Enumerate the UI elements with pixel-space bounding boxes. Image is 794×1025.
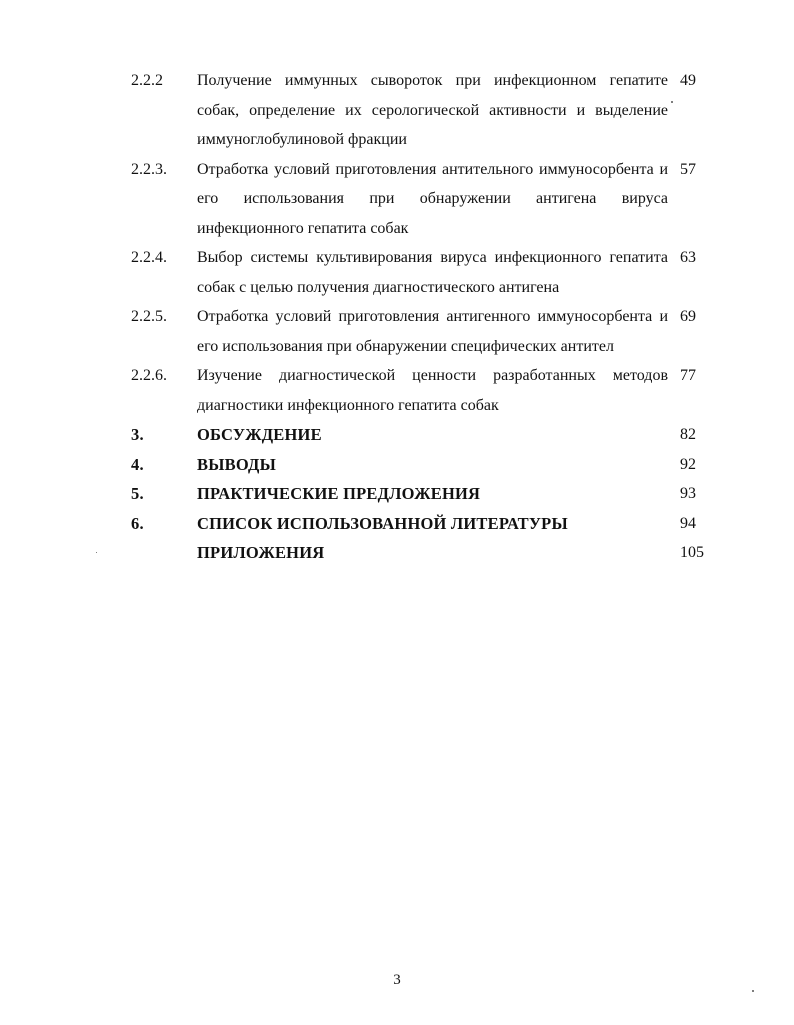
toc-entry xyxy=(131,66,713,155)
toc-chapter xyxy=(131,538,713,568)
toc-entry xyxy=(131,361,713,420)
toc-chapter-number: 6. xyxy=(131,513,144,533)
toc-chapter-title: ПРАКТИЧЕСКИЕ ПРЕДЛОЖЕНИЯ xyxy=(197,484,481,503)
toc-entry-number: 2.2.4. xyxy=(131,249,167,266)
toc-entry-page: 49 xyxy=(680,72,696,89)
toc-entry xyxy=(131,302,713,361)
scan-speck xyxy=(671,101,673,103)
toc-entry-page: 57 xyxy=(680,160,696,178)
toc-chapter xyxy=(131,420,713,450)
toc-chapter-page: 82 xyxy=(680,426,696,443)
toc-entry-page: 69 xyxy=(680,308,696,325)
toc-entry-title: Отработка условий приготовления антительного иммуносорбента и его использования при обнаружении антигена вируса инфекционного гепатита собак xyxy=(197,160,668,237)
toc-chapter-page: 93 xyxy=(680,485,696,502)
scan-speck xyxy=(96,552,97,553)
toc-chapter-number: 3. xyxy=(131,425,144,444)
toc-entry-page: 77 xyxy=(680,367,696,384)
toc-entry-title: Выбор системы культивирования вируса инфекционного гепатита собак с целью получения диагностического антигена xyxy=(197,249,668,296)
toc-chapter-title: ВЫВОДЫ xyxy=(197,454,276,474)
toc-entry-number: 2.2.3. xyxy=(131,160,167,178)
toc-entry-title: Получение иммунных сывороток при инфекционном гепатите собак, определение их серологической активности и выделение иммуноглобулиновой фракции xyxy=(197,72,668,148)
toc-chapter-title: ПРИЛОЖЕНИЯ xyxy=(197,543,325,562)
toc-chapter-title: СПИСОК ИСПОЛЬЗОВАННОЙ ЛИТЕРАТУРЫ xyxy=(197,513,568,533)
toc-entry-number: 2.2.2 xyxy=(131,72,163,89)
toc-entry xyxy=(131,155,713,244)
toc-chapter-page: 105 xyxy=(680,544,704,561)
toc-entry-number: 2.2.6. xyxy=(131,367,167,384)
table-of-contents xyxy=(131,66,713,568)
toc-chapter xyxy=(131,450,713,480)
toc-chapter-page: 92 xyxy=(680,455,696,473)
toc-entry xyxy=(131,243,713,302)
page-number: 3 xyxy=(393,972,401,988)
toc-entry-title: Изучение диагностической ценности разработанных методов диагностики инфекционного гепатита собак xyxy=(197,367,668,414)
toc-entry-page: 63 xyxy=(680,249,696,266)
toc-chapter xyxy=(131,509,713,539)
toc-entry-title: Отработка условий приготовления антигенного иммуносорбента и его использования при обнаружении специфических антител xyxy=(197,308,668,355)
toc-chapter-number: 5. xyxy=(131,484,144,503)
toc-chapter-title: ОБСУЖДЕНИЕ xyxy=(197,425,322,444)
toc-chapter xyxy=(131,479,713,509)
toc-chapter-number: 4. xyxy=(131,454,144,474)
toc-entry-number: 2.2.5. xyxy=(131,308,167,325)
scan-speck xyxy=(752,990,754,992)
toc-chapter-page: 94 xyxy=(680,514,696,532)
